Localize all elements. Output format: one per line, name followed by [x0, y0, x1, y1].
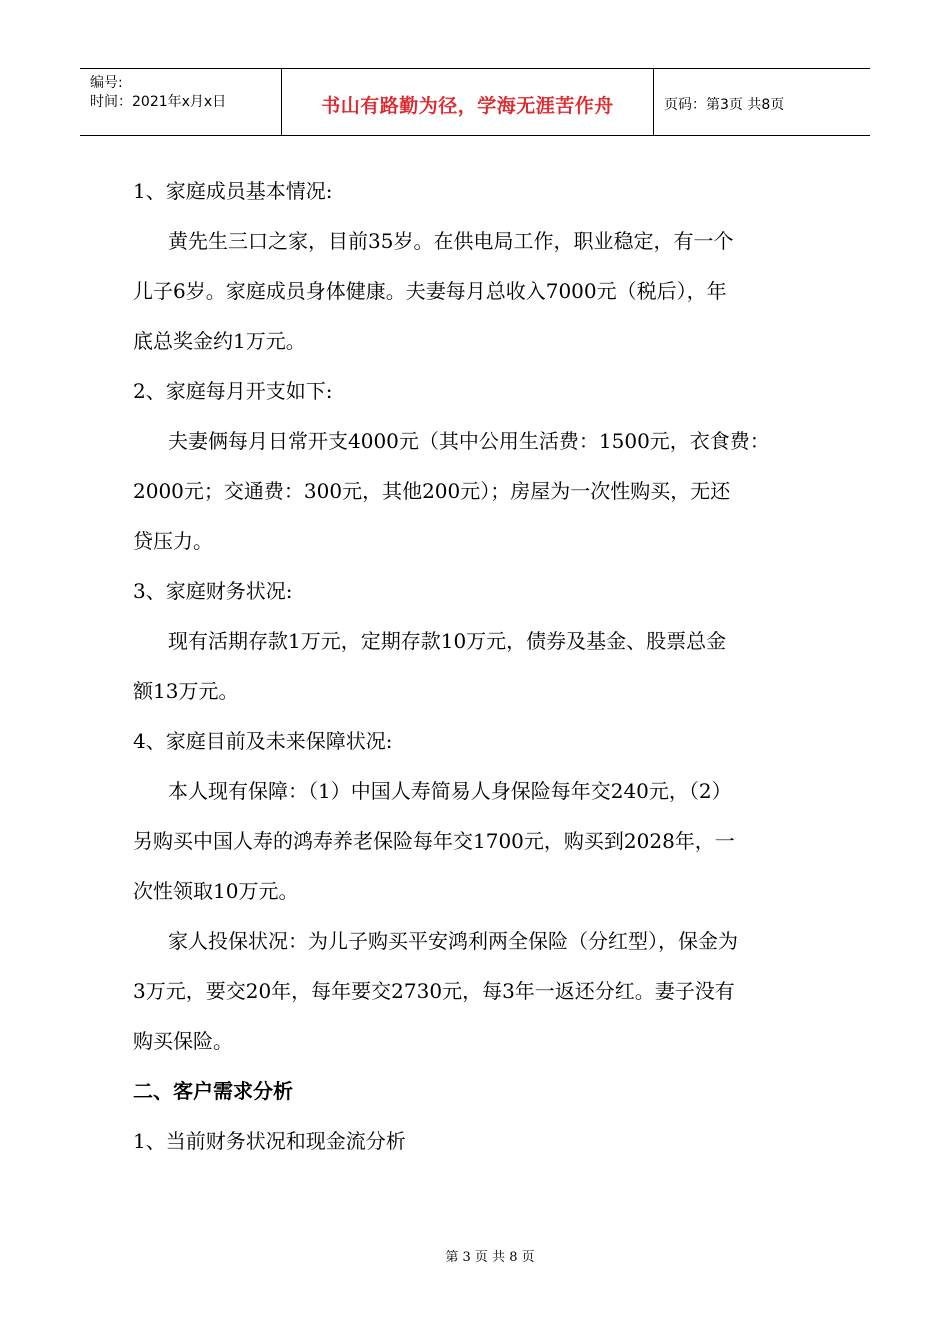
- section-title: 4、家庭目前及未来保障状况:: [133, 729, 393, 753]
- paragraph: [133, 616, 813, 716]
- paragraph-line: 黄先生三口之家，目前35岁。在供电局工作，职业稳定，有一个: [168, 229, 734, 253]
- paragraph-line: 现有活期存款1万元，定期存款10万元，债券及基金、股票总金: [168, 629, 727, 653]
- paragraph: [133, 416, 813, 566]
- header-meta-cell: [80, 69, 282, 135]
- document-time-label: 时间：2021年x月x日: [90, 94, 227, 110]
- paragraph-line: 额13万元。: [133, 679, 239, 703]
- section-title: 1、当前财务状况和现金流分析: [133, 1129, 406, 1153]
- section-title: 2、家庭每月开支如下:: [133, 379, 333, 403]
- paragraph-line: 儿子6岁。家庭成员身体健康。夫妻每月总收入7000元（税后），年: [133, 279, 727, 303]
- paragraph-line: 次性领取10万元。: [133, 879, 299, 903]
- paragraph-line: 另购买中国人寿的鸿寿养老保险每年交1700元，购买到2028年，一: [133, 829, 735, 853]
- page-header: [80, 68, 870, 136]
- document-number-label: 编号:: [90, 75, 123, 91]
- paragraph-line: 2000元；交通费：300元，其他200元）；房屋为一次性购买，无还: [133, 479, 731, 503]
- header-page-cell: [654, 69, 870, 135]
- header-motto-cell: [282, 69, 654, 135]
- page-footer: 第 3 页 共 8 页: [445, 1250, 535, 1265]
- section-title: 1、家庭成员基本情况:: [133, 179, 333, 203]
- section-title: 3、家庭财务状况:: [133, 579, 293, 603]
- paragraph-line: 贷压力。: [133, 529, 213, 553]
- paragraph: [133, 916, 813, 1066]
- paragraph-line: 购买保险。: [133, 1029, 233, 1053]
- header-motto: 书山有路勤为径，学海无涯苦作舟: [321, 94, 614, 117]
- chapter-heading: 二、客户需求分析: [133, 1079, 293, 1103]
- paragraph-line: 夫妻俩每月日常开支4000元（其中公用生活费：1500元，衣食费：: [168, 429, 770, 453]
- paragraph: [133, 766, 813, 916]
- paragraph-line: 底总奖金约1万元。: [133, 329, 306, 353]
- header-page-number: 页码：第3页 共8页: [664, 97, 785, 113]
- paragraph-line: 家人投保状况：为儿子购买平安鸿利两全保险（分红型），保金为: [168, 929, 738, 953]
- paragraph-line: 3万元，要交20年，每年要交2730元，每3年一返还分红。妻子没有: [133, 979, 735, 1003]
- document-body: [133, 166, 813, 1166]
- paragraph-line: 本人现有保障：（1）中国人寿简易人身保险每年交240元，（2）: [168, 779, 732, 803]
- paragraph: [133, 216, 813, 366]
